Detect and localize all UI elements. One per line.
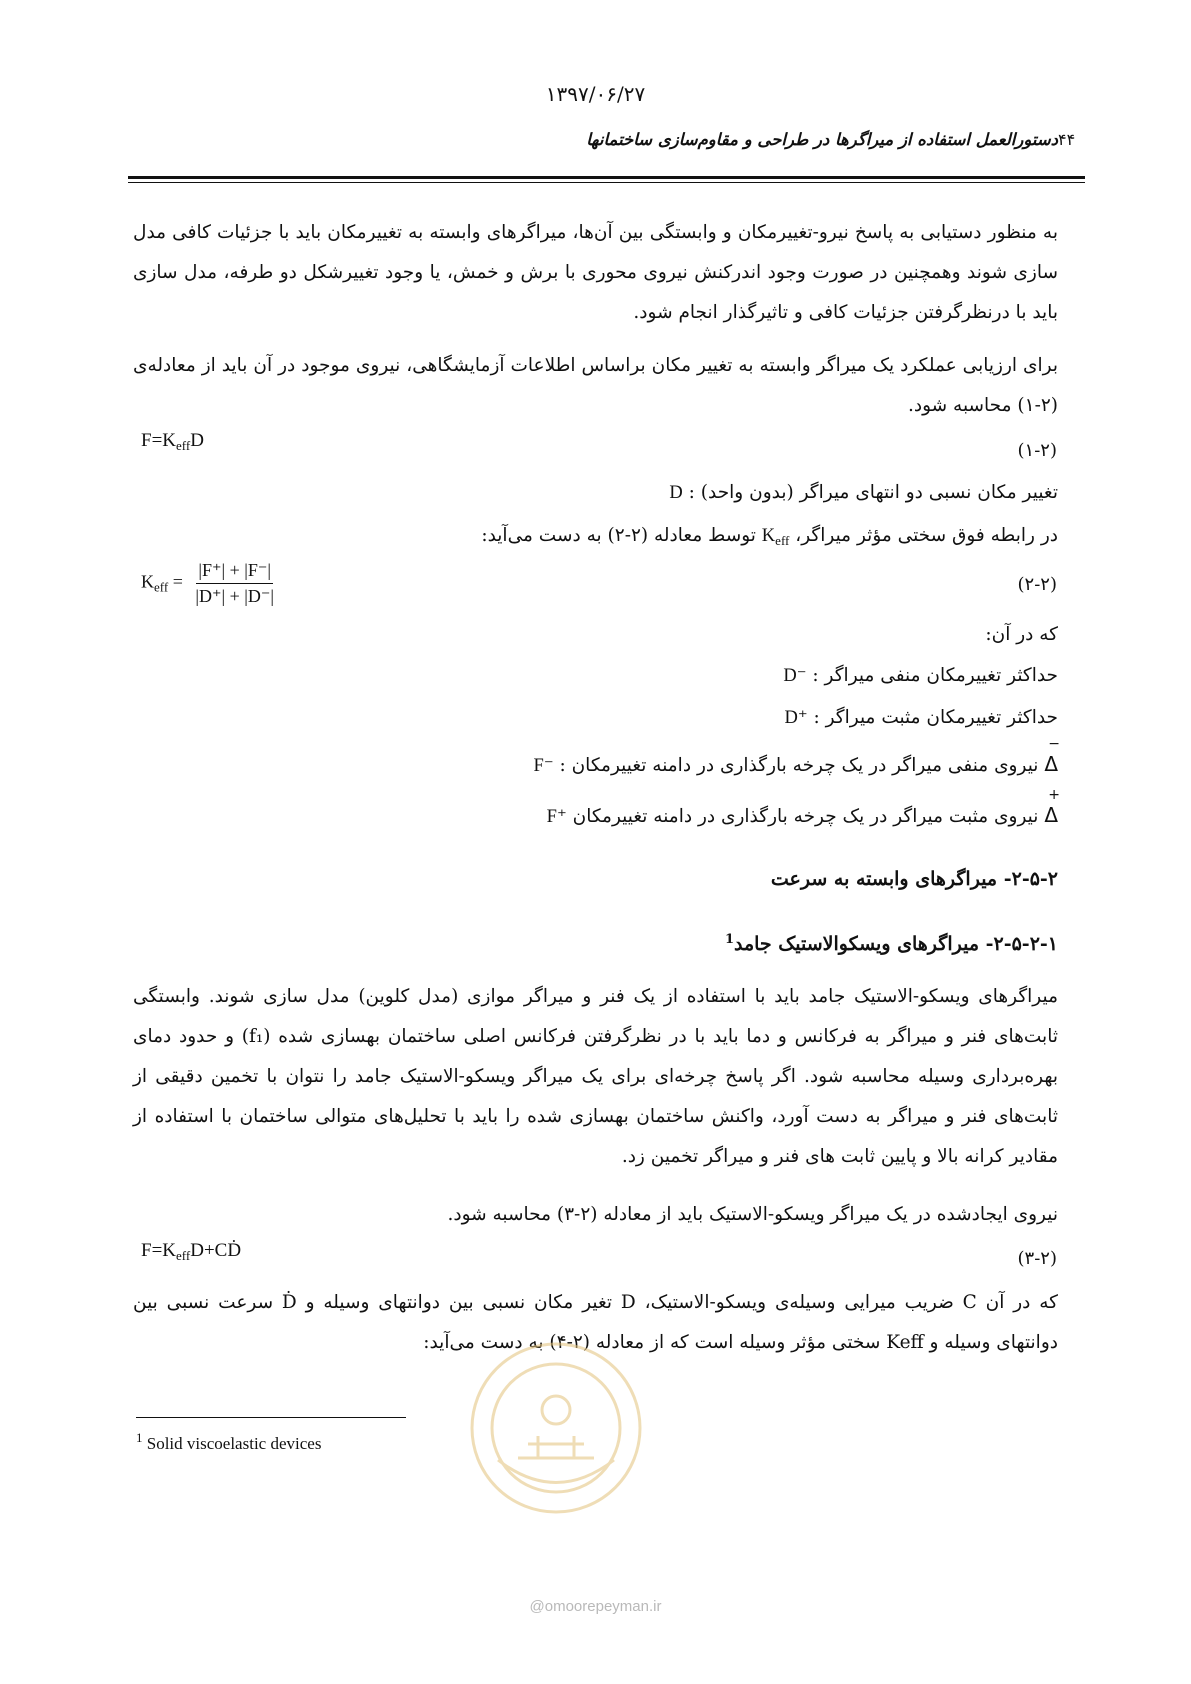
footnote-text: Solid viscoelastic devices: [142, 1434, 322, 1453]
delta-symbol: [1044, 736, 1060, 776]
equation-3: [141, 1240, 241, 1264]
header-rule-thick: [128, 176, 1085, 179]
equation-3-sub: eff: [176, 1248, 191, 1263]
equation-3-lhs: F=K: [141, 1240, 177, 1261]
keff-intro: [481, 525, 1058, 549]
equation-2: [141, 560, 276, 607]
delta-letter: Δ: [1044, 752, 1058, 776]
page-number: ۴۴: [1058, 130, 1076, 149]
definition-d-symbol: D: [669, 483, 683, 503]
equation-3-rhs: D+CḊ: [190, 1240, 242, 1261]
equation-1: [141, 430, 204, 454]
equation-1-lhs: F=K: [141, 430, 177, 451]
subsection-heading-text: ۲-۵-۲-۱- میراگرهای ویسکوالاستیک جامد: [733, 933, 1058, 955]
running-header-title: دستورالعمل استفاده از میراگرها در طراحی و مقاوم‌سازی ساختمانها: [586, 130, 1058, 149]
equation-2-eq: =: [168, 571, 188, 592]
keff-intro-post: توسط معادله (۲-۲) به دست می‌آید:: [481, 525, 762, 546]
footnote-ref: 1: [724, 932, 734, 947]
equation-2-lhs: K: [141, 571, 154, 592]
definition-f-minus: [533, 736, 1060, 777]
definition-symbol: D⁺: [784, 708, 808, 728]
keff-intro-sub: eff: [775, 533, 790, 548]
equation-2-denominator: |D⁺| + |D⁻|: [195, 586, 274, 606]
equation-2-number: (۲-۲): [1017, 574, 1057, 595]
equation-1-number: (۱-۲): [1017, 440, 1057, 461]
paragraph-5: که در آن C ضریب میرایی وسیله‌ی ویسکو-الاستیک، D تغیر مکان نسبی بین دوانتهای وسیله و Ḋ سرعت نسبی بین دوانتهای وسیله و Keff سختی مؤثر وسیله است که از معادله (۲-۴) به دست می‌آید:: [133, 1292, 1058, 1353]
definition-text: : نیروی منفی میراگر در یک چرخه بارگذاری در دامنه تغییرمکان: [553, 755, 1045, 776]
section-heading: ۲-۵-۲- میراگرهای وابسته به سرعت: [770, 868, 1058, 890]
delta-sign: −: [1048, 736, 1060, 752]
definition-symbol: F⁺: [546, 807, 567, 827]
watermark-seal: [468, 1340, 644, 1516]
subsection-heading: [725, 932, 1058, 955]
definition-d: [669, 482, 1058, 504]
header-date: ۱۳۹۷/۰۶/۲۷: [545, 82, 646, 106]
watermark-url: @omoorepeyman.ir: [529, 1598, 662, 1615]
paragraph-2: برای ارزیابی عملکرد یک میراگر وابسته به تغییر مکان براساس اطلاعات آزمایشگاهی، نیروی موجود در آن باید از معادله‌ی (۲-۱) محاسبه شود.: [133, 355, 1058, 416]
equation-3-number: (۳-۲): [1017, 1248, 1057, 1269]
paragraph-1: به منظور دستیابی به پاسخ نیرو-تغییرمکان و وابستگی بین آن‌ها، میراگرهای وابسته به تغییرمکان باید با جزئیات کافی مدل سازی شوند وهمچنین در صورت وجود اندرکنش نیروی محوری با برش و خمش، یا وجود تغییرشکل دو طرفه، مدل سازی باید با درنظرگرفتن جزئیات کافی و تاثیرگذار انجام شود.: [133, 222, 1058, 323]
definition-symbol: D⁻: [783, 666, 807, 686]
definition-d-text: : تغییر مکان نسبی دو انتهای میراگر (بدون واحد): [682, 482, 1058, 503]
delta-symbol: [1044, 787, 1060, 827]
keff-intro-symbol: [762, 526, 790, 546]
equation-2-sub: eff: [154, 579, 169, 595]
equation-1-rhs: D: [190, 430, 204, 451]
equation-2-numerator: |F⁺| + |F⁻|: [196, 560, 273, 584]
definition-f-plus: [546, 787, 1060, 828]
delta-letter: Δ: [1044, 803, 1058, 827]
paragraph-3: میراگرهای ویسکو-الاستیک جامد باید با استفاده از یک فنر و میراگر موازی (مدل کلوین) مدل سازی شوند. وابستگی ثابت‌های فنر و میراگر به فرکانس و دما باید با در نظرگرفتن فرکانس اصلی ساختمان بهسازی شده (f₁) و حدود دمای بهره‌برداری وسیله محاسبه شود. اگر پاسخ چرخه‌ای برای یک میراگر ویسکو-الاستیک جامد را نتوان با تخمین دقیقی از ثابت‌های فنر و میراگر به دست آورد، واکنش ساختمان بهسازی شده را باید با تحلیل‌های متوالی ساختمان با استفاده از مقادیر کرانه بالا و پایین ثابت های فنر و میراگر تخمین زد.: [133, 986, 1058, 1167]
definition-text: نیروی مثبت میراگر در یک چرخه بارگذاری در دامنه تغییرمکان: [566, 806, 1045, 827]
footnote-rule: [136, 1417, 406, 1418]
footnote: [136, 1430, 321, 1454]
definition-d-plus: [784, 707, 1058, 729]
delta-sign: +: [1048, 787, 1060, 803]
keff-intro-k: K: [761, 526, 776, 546]
footnote-mark: 1: [136, 1430, 143, 1445]
definition-symbol: F⁻: [533, 756, 554, 776]
equation-2-fraction: [193, 560, 276, 607]
header-rule-thin: [128, 182, 1085, 183]
paragraph-4: نیروی ایجادشده در یک میراگر ویسکو-الاستیک باید از معادله (۲-۳) محاسبه شود.: [447, 1204, 1058, 1225]
definition-d-minus: [783, 665, 1058, 687]
definition-text: : حداکثر تغییرمکان مثبت میراگر: [807, 707, 1058, 728]
definition-text: : حداکثر تغییرمکان منفی میراگر: [806, 665, 1058, 686]
equation-1-sub: eff: [176, 438, 191, 453]
keff-intro-pre: در رابطه فوق سختی مؤثر میراگر،: [789, 525, 1058, 546]
where-label: که در آن:: [985, 624, 1058, 645]
